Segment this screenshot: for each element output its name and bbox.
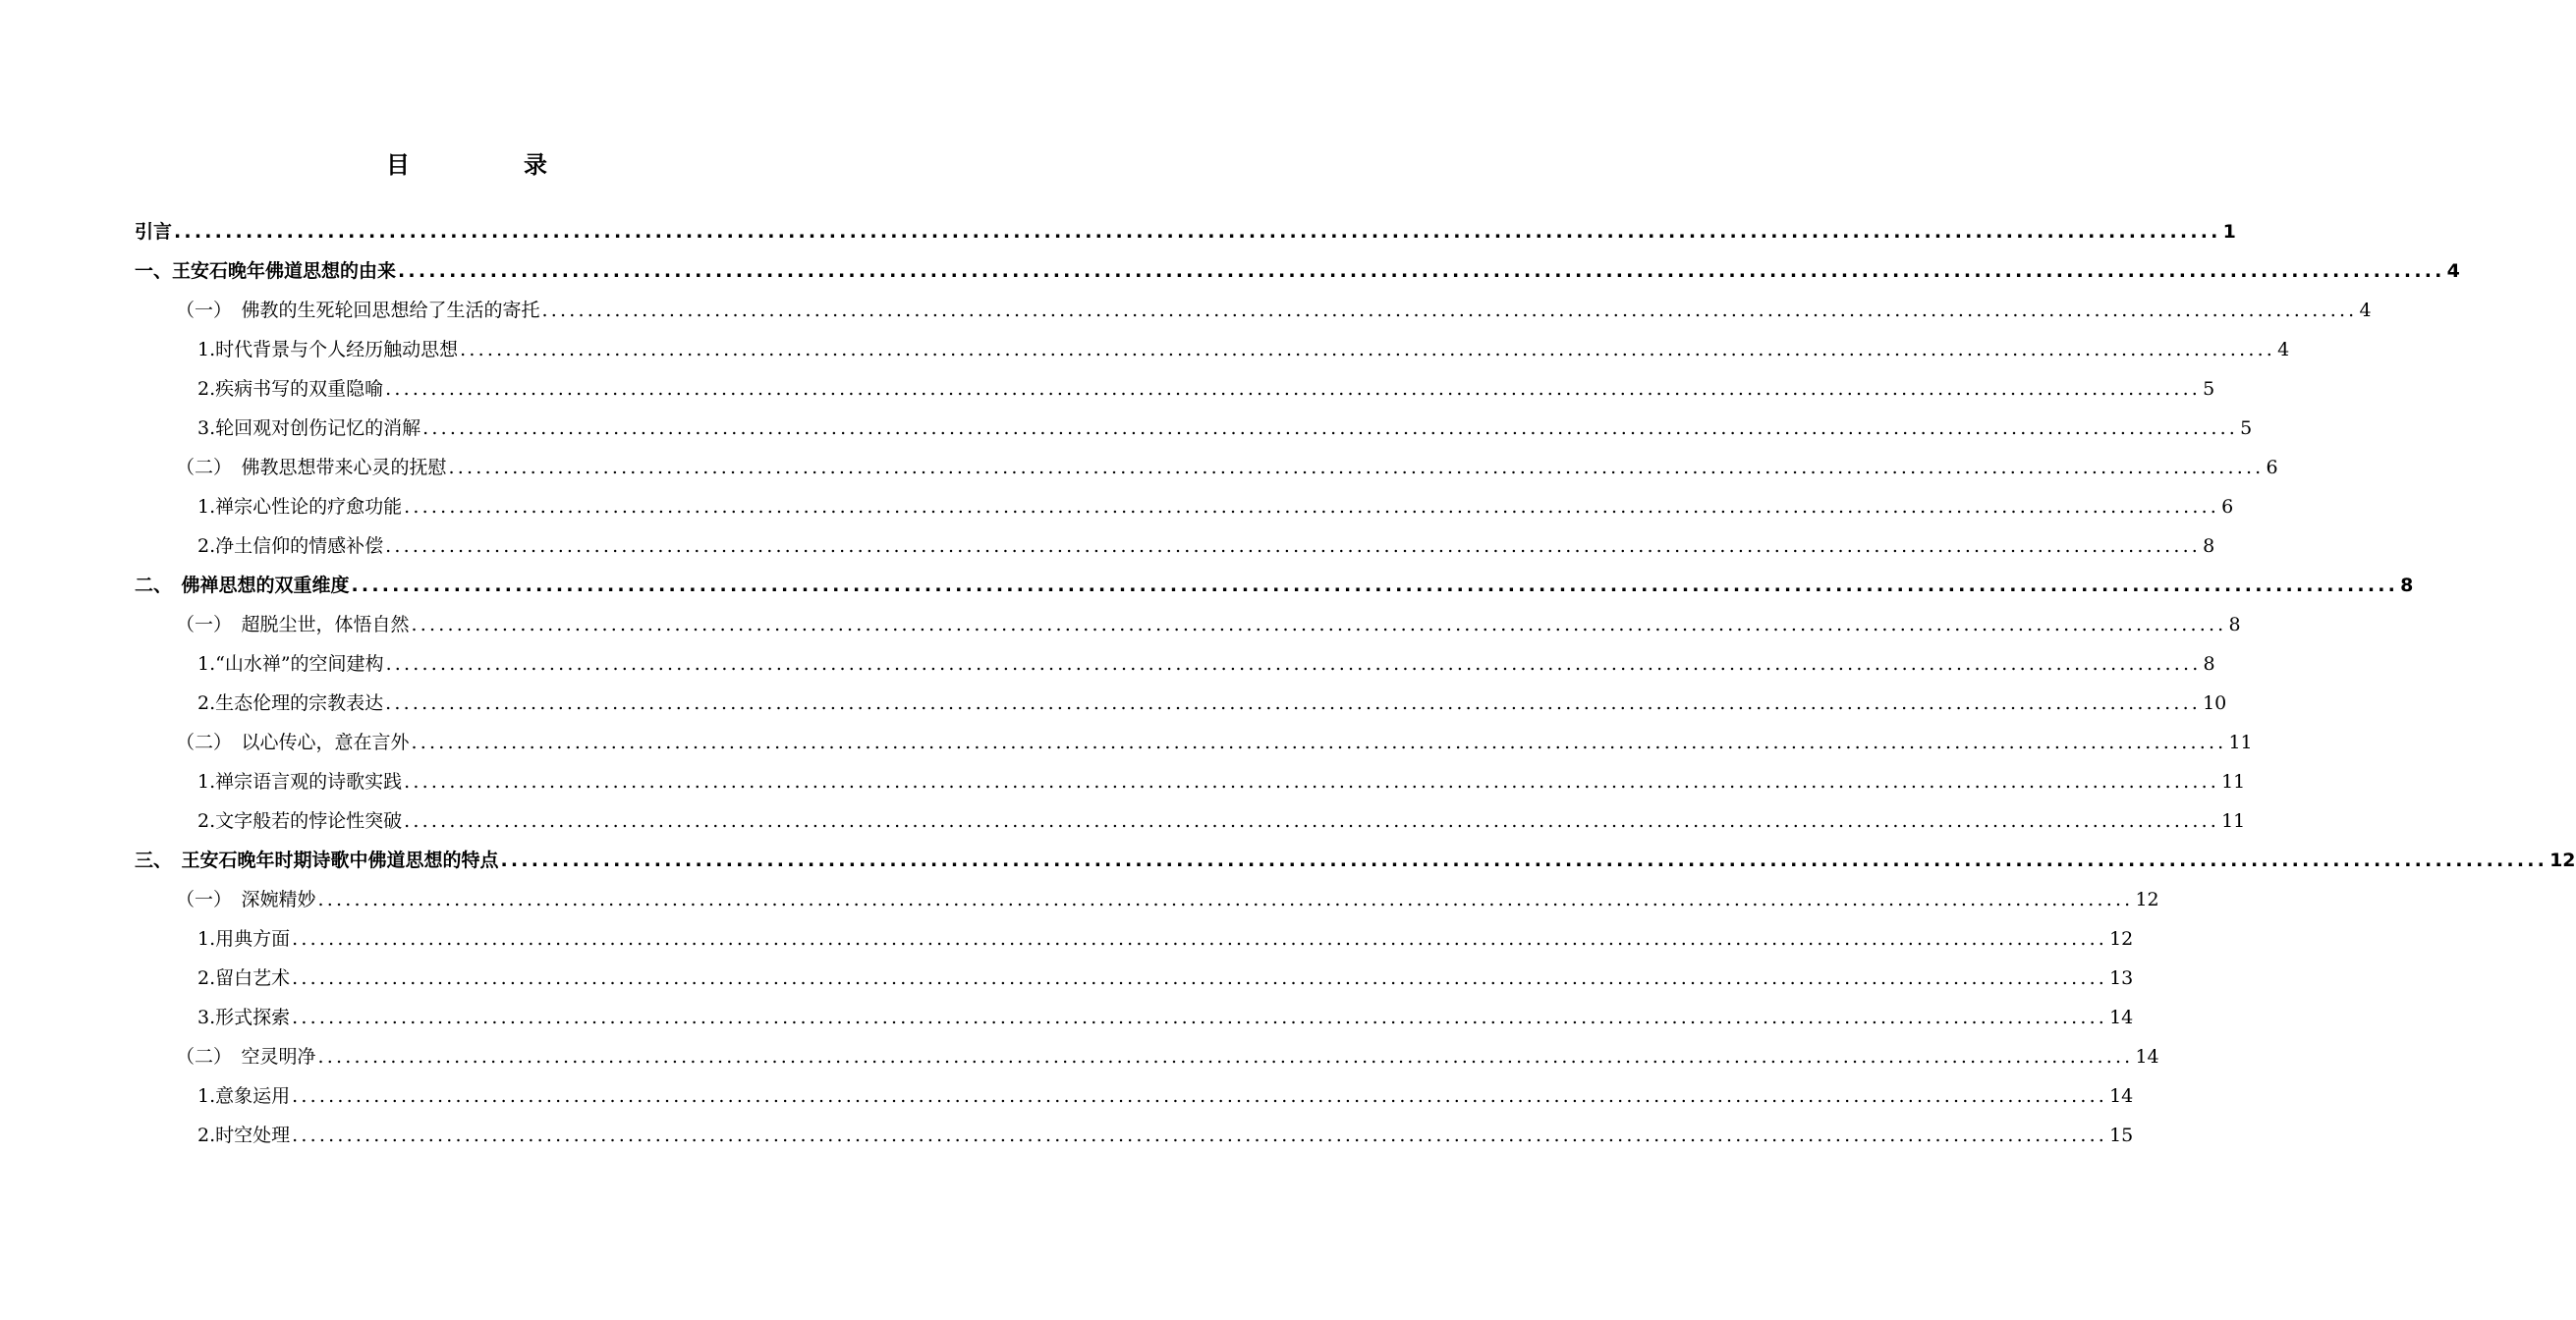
toc-entry-page-number: 10 bbox=[2203, 692, 2227, 714]
toc-entry-label: 1.用典方面 bbox=[197, 928, 291, 950]
toc-entry[interactable] bbox=[135, 880, 2159, 919]
dot-leader: ........................................................................................................................................................................................................ bbox=[541, 300, 2358, 321]
toc-entry-label: 2.留白艺术 bbox=[197, 967, 291, 989]
dot-leader: ........................................................................................................................................................................................................ bbox=[317, 889, 2134, 910]
toc-entry[interactable] bbox=[135, 1076, 2134, 1116]
dot-leader: ........................................................................................................................................................................................................ bbox=[404, 771, 2220, 793]
dot-leader: ........................................................................................................................................................................................................ bbox=[292, 1085, 2108, 1107]
toc-entry-page-number: 8 bbox=[2400, 575, 2414, 596]
toc-entry-page-number: 11 bbox=[2228, 732, 2253, 753]
toc-entry-label: 2.文字般若的悖论性突破 bbox=[197, 810, 403, 832]
toc-entry-page-number: 5 bbox=[2203, 378, 2215, 400]
toc-entry-label: 1.禅宗心性论的疗愈功能 bbox=[197, 496, 403, 518]
toc-entry[interactable] bbox=[135, 526, 2215, 566]
toc-entry-page-number: 15 bbox=[2109, 1125, 2134, 1146]
toc-entry-page-number: 6 bbox=[2266, 457, 2278, 478]
toc-entry[interactable] bbox=[135, 1037, 2159, 1076]
dot-leader: ........................................................................................................................................................................................................ bbox=[448, 457, 2265, 478]
dot-leader: ........................................................................................................................................................................................................ bbox=[317, 1046, 2134, 1068]
dot-leader: ........................................................................................................................................................................................................ bbox=[385, 535, 2202, 557]
toc-entry-page-number: 4 bbox=[2446, 260, 2460, 282]
toc-entry-label: 三、 王安石晚年时期诗歌中佛道思想的特点 bbox=[135, 850, 499, 871]
toc-entry-label: （一） 深婉精妙 bbox=[176, 889, 316, 910]
toc-entry[interactable] bbox=[135, 291, 2372, 330]
toc-entry[interactable] bbox=[135, 684, 2227, 723]
toc-entry-label: 1.禅宗语言观的诗歌实践 bbox=[197, 771, 403, 793]
toc-entry-page-number: 1 bbox=[2222, 221, 2236, 243]
toc-entry-page-number: 8 bbox=[2203, 535, 2215, 557]
toc-entry-page-number: 8 bbox=[2228, 614, 2241, 635]
toc-entry-page-number: 6 bbox=[2221, 496, 2234, 518]
toc-entry[interactable] bbox=[135, 801, 2246, 841]
page-title: 目 录 bbox=[386, 151, 592, 179]
toc-entry-page-number: 11 bbox=[2221, 771, 2246, 793]
dot-leader: ........................................................................................................................................................................................................ bbox=[385, 692, 2202, 714]
dot-leader: ........................................................................................................................................................................................................ bbox=[292, 1125, 2108, 1146]
toc-entry[interactable] bbox=[135, 566, 2414, 605]
toc-entry-label: 1.“山水禅”的空间建构 bbox=[197, 653, 384, 675]
toc-entry[interactable] bbox=[135, 998, 2134, 1037]
toc-entry[interactable] bbox=[135, 487, 2234, 526]
toc-entry-page-number: 8 bbox=[2203, 653, 2215, 675]
toc-entry-page-number: 12 bbox=[2549, 850, 2576, 871]
toc-entry[interactable] bbox=[135, 409, 2253, 448]
dot-leader: ........................................................................................................................................................................................................ bbox=[292, 967, 2108, 989]
toc-entry[interactable] bbox=[135, 1116, 2134, 1155]
dot-leader: ........................................................................................................................................................................................................ bbox=[460, 339, 2276, 360]
toc-entry[interactable] bbox=[135, 762, 2246, 801]
toc-entry-page-number: 11 bbox=[2221, 810, 2246, 832]
toc-entry-page-number: 4 bbox=[2277, 339, 2290, 360]
toc-entry-label: 2.生态伦理的宗教表达 bbox=[197, 692, 384, 714]
toc-entry[interactable] bbox=[135, 644, 2215, 684]
toc-entry[interactable] bbox=[135, 919, 2134, 959]
toc-entry[interactable] bbox=[135, 723, 2253, 762]
toc-entry-page-number: 14 bbox=[2109, 1007, 2134, 1028]
dot-leader: ........................................................................................................................................................................................................ bbox=[422, 417, 2239, 439]
toc-entry[interactable] bbox=[135, 959, 2134, 998]
toc-entry-page-number: 12 bbox=[2135, 889, 2159, 910]
toc-entry-label: （二） 空灵明净 bbox=[176, 1046, 316, 1068]
dot-leader: ........................................................................................................................................................................................................ bbox=[404, 496, 2220, 518]
dot-leader: ........................................................................................................................................................................................................ bbox=[398, 260, 2445, 282]
dot-leader: ........................................................................................................................................................................................................ bbox=[500, 850, 2548, 871]
toc-entry[interactable] bbox=[135, 369, 2215, 409]
dot-leader: ........................................................................................................................................................................................................ bbox=[385, 378, 2202, 400]
toc-entry-label: （一） 超脱尘世，体悟自然 bbox=[176, 614, 410, 635]
toc-entry[interactable] bbox=[135, 212, 2236, 251]
table-of-contents bbox=[135, 212, 2576, 1155]
dot-leader: ........................................................................................................................................................................................................ bbox=[385, 653, 2202, 675]
toc-entry-label: 1.时代背景与个人经历触动思想 bbox=[197, 339, 459, 360]
toc-entry-label: （二） 以心传心，意在言外 bbox=[176, 732, 410, 753]
toc-entry-page-number: 14 bbox=[2135, 1046, 2159, 1068]
toc-entry-label: 二、 佛禅思想的双重维度 bbox=[135, 575, 350, 596]
toc-entry-label: 引言 bbox=[135, 221, 173, 243]
dot-leader: ........................................................................................................................................................................................................ bbox=[411, 614, 2227, 635]
toc-entry-page-number: 5 bbox=[2240, 417, 2253, 439]
dot-leader: ........................................................................................................................................................................................................ bbox=[411, 732, 2227, 753]
toc-entry[interactable] bbox=[135, 841, 2576, 880]
dot-leader: ........................................................................................................................................................................................................ bbox=[404, 810, 2220, 832]
dot-leader: ........................................................................................................................................................................................................ bbox=[292, 928, 2108, 950]
toc-entry-label: 2.时空处理 bbox=[197, 1125, 291, 1146]
toc-entry-label: 一、王安石晚年佛道思想的由来 bbox=[135, 260, 397, 282]
toc-entry[interactable] bbox=[135, 251, 2460, 291]
dot-leader: ........................................................................................................................................................................................................ bbox=[292, 1007, 2108, 1028]
dot-leader: ........................................................................................................................................................................................................ bbox=[174, 221, 2221, 243]
toc-entry-label: （一） 佛教的生死轮回思想给了生活的寄托 bbox=[176, 300, 540, 321]
toc-entry-label: 2.疾病书写的双重隐喻 bbox=[197, 378, 384, 400]
toc-entry-page-number: 4 bbox=[2359, 300, 2372, 321]
toc-entry-page-number: 13 bbox=[2109, 967, 2134, 989]
toc-entry[interactable] bbox=[135, 448, 2278, 487]
toc-entry-page-number: 12 bbox=[2109, 928, 2134, 950]
toc-entry-label: 3.形式探索 bbox=[197, 1007, 291, 1028]
toc-entry[interactable] bbox=[135, 330, 2290, 369]
toc-entry-label: 2.净土信仰的情感补偿 bbox=[197, 535, 384, 557]
toc-entry[interactable] bbox=[135, 605, 2241, 644]
toc-entry-label: （二） 佛教思想带来心灵的抚慰 bbox=[176, 457, 447, 478]
dot-leader: ........................................................................................................................................................................................................ bbox=[351, 575, 2399, 596]
toc-entry-page-number: 14 bbox=[2109, 1085, 2134, 1107]
toc-entry-label: 3.轮回观对创伤记忆的消解 bbox=[197, 417, 421, 439]
toc-entry-label: 1.意象运用 bbox=[197, 1085, 291, 1107]
